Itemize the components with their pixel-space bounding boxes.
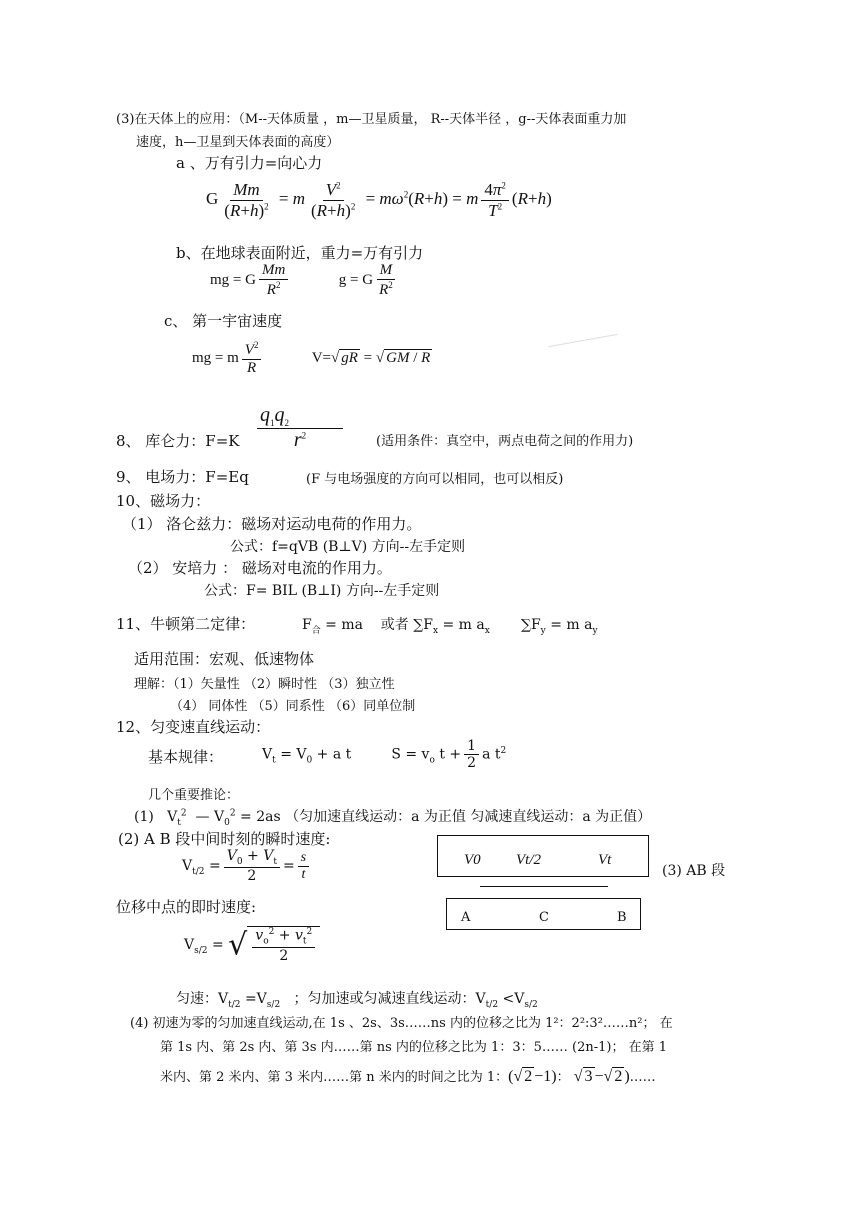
newton-formula: $F_合$ = ma 或者 $\sum F_x = m$ $a_x$ $\sum F_y = m$ $a_y$ [302, 617, 598, 636]
electric-label: 9、 电场力：F=Eq [116, 468, 249, 486]
s3-a-label: a 、万有引力=向心力 [176, 154, 323, 172]
item1-note: （匀加速直线运动：a 为正值 匀减速直线运动：a 为正值） [285, 809, 652, 825]
lorentz-text: （1） 洛仑兹力：磁场对运动电荷的作用力。 [122, 515, 422, 533]
ampere-text: （2） 安培力 ： 磁场对电流的作用力。 [128, 559, 392, 577]
newton-understand2: （4） 同体性 （5）同系性 （6）同单位制 [170, 699, 416, 714]
coulomb-note: (适用条件：真空中，两点电荷之间的作用力) [376, 434, 634, 449]
newton-title: 11、牛顿第二定律： [116, 615, 256, 633]
label-b: B [617, 910, 627, 925]
label-c: C [539, 910, 549, 925]
label-vt2: Vt/2 [516, 852, 541, 868]
item4-line3-text: 米内、第 2 米内、第 3 米内……第 n 米内的时间之比为 1： [160, 1070, 509, 1085]
uniform-line: 匀速：$V_{t/2} =V_{s/2}$ ；匀加速或匀减速直线运动：$V_{t/2} <V_{s/2}$ [176, 991, 538, 1010]
item3-a: (3) AB 段 [662, 863, 726, 879]
magnetic-title: 10、磁场力： [116, 492, 211, 510]
item4-line3: 米内、第 2 米内、第 3 米内……第 n 米内的时间之比为 1：(√ 2 −1)： √ 3 −√ 2 )…… [160, 1068, 656, 1085]
s3-line1: (3)在天体上的应用：（M--天体质量 ，m—卫星质量， R--天体半径 ，g--天体表面重力加 [116, 112, 627, 127]
label-vt: Vt [598, 852, 612, 868]
item4-line2: 第 1s 内、第 2s 内、第 3s 内……第 ns 内的位移之比为 1：3：5…… (2n-1)； 在第 1 [160, 1040, 667, 1055]
s3-line2: 速度，h—卫星到天体表面的高度） [136, 135, 340, 150]
kinematics-title: 12、匀变速直线运动： [116, 718, 271, 736]
basic-formula: $V_t = V_0 + a$ t $S = v_o$ t + $\frac{1}{2}$ a $t^2$ [262, 738, 507, 772]
formula-gravity-centripetal: G $\frac{Mm}{(R+h)^2}$ = m $\frac{V^2}{(R+h)^2}$ = $m\omega^2(R+h) = m$ $\frac{4\pi^2}{T^2}$ (R+h) [206, 180, 552, 220]
electric-note: (F 与电场强度的方向可以相同，也可以相反) [306, 472, 564, 487]
formula-mid-position: $V_{s/2}$ = √ $\frac{v_o^2 + v_t^2}{2}$ [184, 926, 320, 964]
lorentz-formula: 公式：f=qVB (B⊥V) 方向--左手定则 [230, 539, 466, 555]
inferences-label: 几个重要推论： [148, 788, 240, 803]
label-v0: V0 [464, 852, 481, 868]
coulomb-label: 8、 库仑力：F=K [116, 432, 240, 450]
velocity-box [437, 835, 649, 877]
newton-scope: 适用范围：宏观、低速物体 [134, 650, 315, 668]
formula-mid-time: $V_{t/2}$ = $\frac{V_0 + V_t}{2}$ = $\frac{s}{t}$ [182, 848, 312, 884]
position-box [446, 898, 641, 930]
label-a: A [461, 910, 471, 925]
formula-first-cosmic: mg = m $\frac{V^2}{R}$ V=√ gR = √ GM / R [192, 340, 431, 377]
s3-b-label: b、在地球表面附近，重力=万有引力 [176, 244, 424, 262]
item1: (1) $V_t^2$ — $V_0^2 = 2as$ （匀加速直线运动：a 为正值 匀减速直线运动：a 为正值） [134, 808, 652, 828]
uniform-mid: ；匀加速或匀减速直线运动： [293, 991, 476, 1007]
item3-b: 位移中点的即时速度: [116, 898, 257, 916]
ampere-formula: 公式：F= BIL (B⊥I) 方向--左手定则 [204, 583, 440, 599]
formula-mg: mg = G $\frac{Mm}{R^2}$ g = G $\frac{M}{R^2}$ [210, 262, 399, 300]
diagram-line [480, 886, 608, 887]
newton-understand1: 理解：（1）矢量性 （2）瞬时性 （3）独立性 [134, 677, 395, 692]
uniform-label: 匀速： [176, 991, 218, 1007]
s3-c-label: c、 第一宇宙速度 [164, 312, 283, 330]
faint-mark [548, 334, 617, 347]
basic-label: 基本规律： [148, 748, 224, 766]
item4-line1: (4) 初速为零的匀加速直线运动,在 1s 、2s、3s……ns 内的位移之比为 1²：2²:3²……n²； 在 [130, 1016, 673, 1031]
item2: (2) A B 段中间时刻的瞬时速度: [118, 830, 331, 848]
formula-coulomb: $\frac{q_1q_2}{r^2}$ [254, 404, 346, 452]
